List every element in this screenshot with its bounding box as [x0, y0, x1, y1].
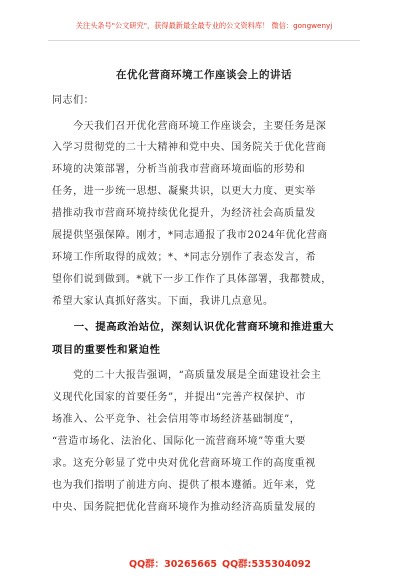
body-line: 党的二十大报告强调，“高质量发展是全面建设社会主: [52, 370, 322, 381]
body-line: 求。这充分彰显了党中央对优化营商环境工作的高度重视: [52, 458, 316, 469]
document-title: 在优化营商环境工作座谈会上的讲话: [116, 69, 292, 81]
body-line: 环境的决策部署，分析当前我市营商环境面临的形势和: [52, 164, 306, 175]
body-line: 也为我们指明了前进方向、提供了根本遵循。近年来，党: [52, 480, 316, 491]
header-divider: [48, 40, 360, 41]
body-line: 今天我们召开优化营商环境工作座谈会，主要任务是深: [52, 121, 327, 132]
section-heading-line: 一、提高政治站位，深刻认识优化营商环境和推进重大: [52, 321, 335, 333]
header-promo-note: 关注头条号"公文研究"，获得最新最全最专业的公文资料库！ 微信：gongwenyj: [75, 21, 333, 30]
body-line: 展提供坚强保障。刚才，*同志通报了我市2024年优化营商: [52, 230, 328, 241]
body-line: 入学习贯彻党的二十大精神和党中央、国务院关于优化营商: [52, 142, 327, 153]
body-line: 场准入、公平竞争、社会信用等市场经济基础制度”，: [52, 414, 301, 425]
body-line: 希望大家认真抓好落实。下面，我讲几点意见。: [52, 296, 274, 307]
salutation-line: 同志们：: [52, 95, 95, 106]
body-line: 任务，进一步统一思想、凝聚共识，以更大力度、更实举: [52, 186, 316, 197]
body-line: 望你们说到做到。*就下一步工作作了具体部署，我都赞成，: [52, 274, 332, 285]
qq-group-b: QQ群:535304092: [222, 559, 311, 570]
body-line: 措推动我市营商环境持续优化提升，为经济社会高质量发: [52, 208, 316, 219]
body-line: 中央、国务院把优化营商环境作为推动经济高质量发展的: [52, 502, 316, 513]
footer-contact: [0, 556, 408, 570]
section-heading-line: 项目的重要性和紧迫性: [52, 344, 161, 356]
qq-group-a: QQ群：30265665: [129, 559, 218, 570]
body-line: 环境工作所取得的成效；*、*同志分别作了表态发言，希: [52, 252, 317, 263]
body-line: 义现代化国家的首要任务”，并提出“完善产权保护、市: [52, 392, 306, 403]
body-line: “营造市场化、法治化、国际化一流营商环境”等重大要: [52, 436, 306, 447]
